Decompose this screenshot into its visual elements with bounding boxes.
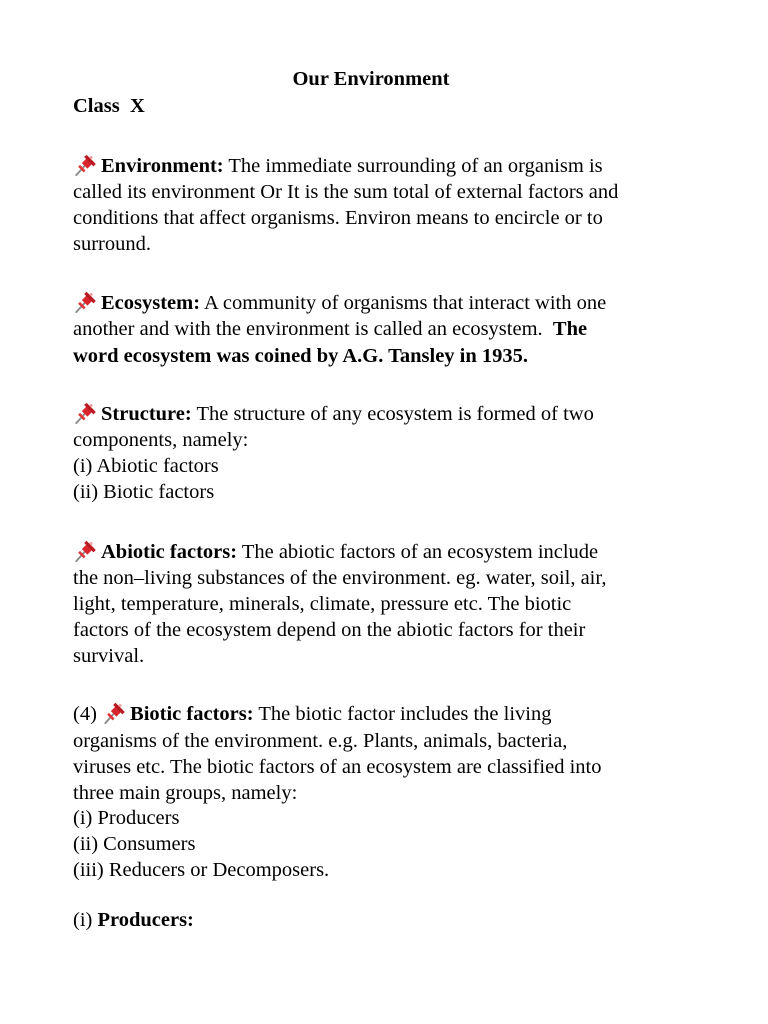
biotic-heading: Biotic factors: [130, 703, 254, 725]
abiotic-line-5: survival. [73, 645, 145, 667]
biotic-line-2: organisms of the environment. e.g. Plants, animals, bacteria, [73, 730, 568, 752]
abiotic-line-3: light, temperature, minerals, climate, pressure etc. The biotic [73, 593, 572, 615]
structure-heading: Structure: [101, 403, 192, 425]
class-label: Class X [73, 95, 145, 117]
ecosystem-heading: Ecosystem: [101, 292, 201, 314]
list-item: (ii) Biotic factors [73, 481, 215, 503]
environment-line-2: called its environment Or It is the sum total of external factors and [73, 181, 619, 203]
abiotic-line-4: factors of the ecosystem depend on the abiotic factors for their [73, 619, 586, 641]
document-title: Our Environment [292, 68, 450, 90]
pushpin-icon [73, 537, 100, 563]
structure-line-2: components, namely: [73, 429, 249, 451]
pushpin-icon [73, 288, 100, 314]
list-item: (i) Abiotic factors [73, 455, 219, 477]
ecosystem-line-2: another and with the environment is called an ecosystem. The [73, 318, 588, 340]
environment-line-3: conditions that affect organisms. Environ means to encircle or to [73, 207, 603, 229]
producers-heading: Producers: [97, 909, 194, 931]
pushpin-icon [102, 699, 129, 725]
ecosystem-line-1: Ecosystem: A community of organisms that interact with one [73, 288, 606, 316]
list-item: (ii) Consumers [73, 833, 196, 855]
biotic-line-3: viruses etc. The biotic factors of an ecosystem are classified into [73, 756, 602, 778]
pushpin-icon [73, 399, 100, 425]
structure-line-1: Structure: The structure of any ecosystem is formed of two [73, 399, 594, 427]
biotic-line-1: (4) Biotic factors: The biotic factor includes the living [73, 699, 552, 727]
biotic-line-4: three main groups, namely: [73, 782, 298, 804]
list-item: (iii) Reducers or Decomposers. [73, 859, 330, 881]
environment-heading: Environment: [101, 155, 224, 177]
list-item: (i) Producers [73, 807, 180, 829]
pushpin-icon [73, 151, 100, 177]
environment-line-4: surround. [73, 233, 152, 255]
abiotic-line-1: Abiotic factors: The abiotic factors of an ecosystem include [73, 537, 598, 565]
abiotic-heading: Abiotic factors: [101, 541, 238, 563]
ecosystem-line-3: word ecosystem was coined by A.G. Tansley in 1935. [73, 345, 529, 367]
environment-line-1: Environment: The immediate surrounding of an organism is [73, 151, 603, 179]
producers-line: (i) Producers: [73, 909, 194, 931]
abiotic-line-2: the non–living substances of the environment. eg. water, soil, air, [73, 567, 607, 589]
